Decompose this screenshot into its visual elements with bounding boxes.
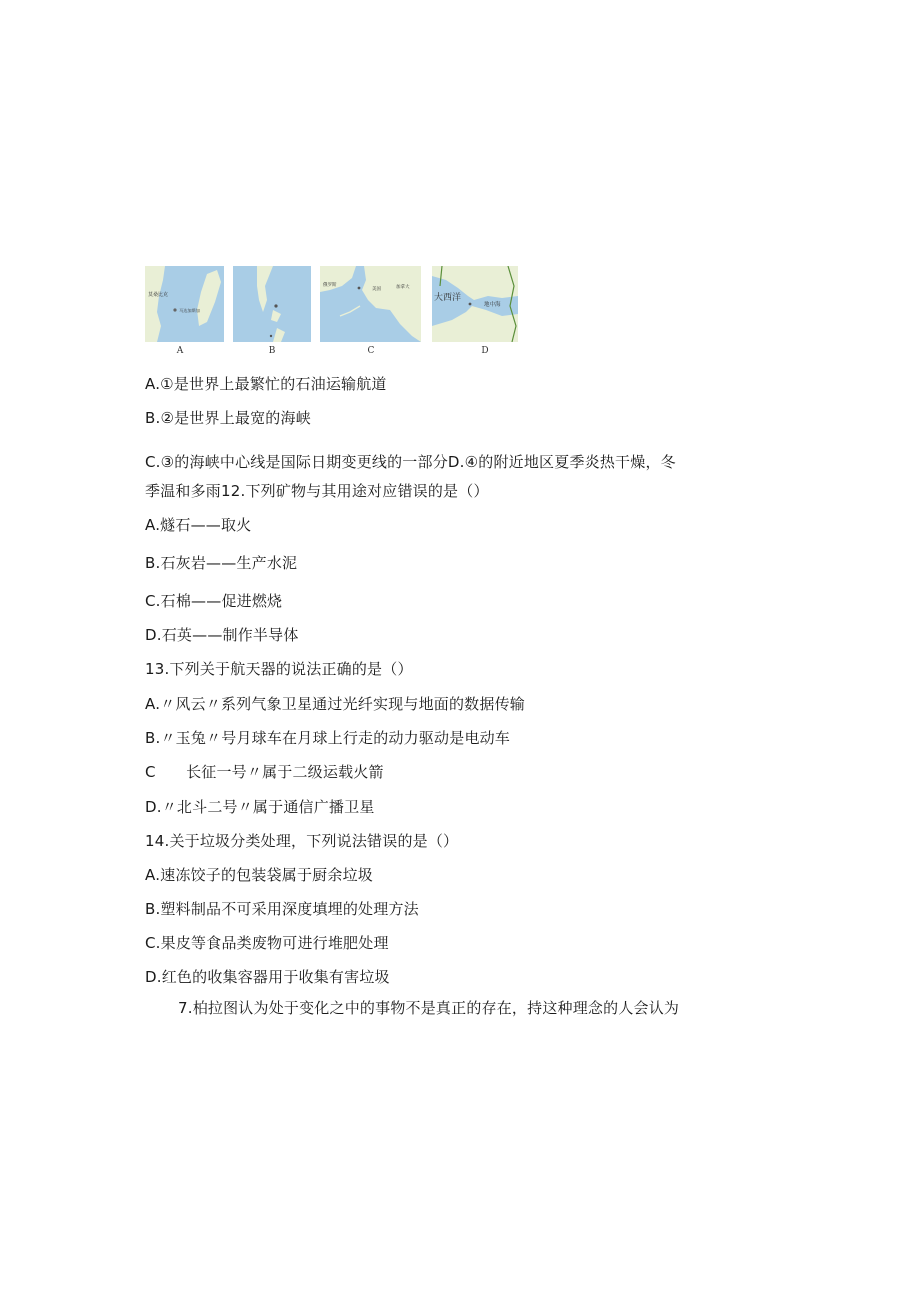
- text-line: A.①是世界上最繁忙的石油运输航道: [145, 375, 387, 393]
- map-b: [233, 266, 311, 342]
- map-b-letter: B: [268, 346, 276, 356]
- text-line: B.②是世界上最宽的海峡: [145, 409, 311, 427]
- text-line: A.速冻饺子的包装袋属于厨余垃圾: [145, 866, 373, 884]
- text-line: C 长征一号〃属于二级运载火箭: [145, 763, 384, 781]
- text-line: 13.下列关于航天器的说法正确的是（）: [145, 660, 413, 678]
- text-line: C.③的海峡中心线是国际日期变更线的一部分D.④的附近地区夏季炎热干燥，冬: [145, 453, 676, 471]
- text-line: A.燧石——取火: [145, 516, 252, 534]
- map-d: [432, 266, 518, 342]
- map-c-label-2: 美国: [372, 287, 381, 292]
- map-c: [320, 266, 421, 342]
- map-figure-row: [145, 266, 525, 361]
- text-line: A.〃风云〃系列气象卫星通过光纤实现与地面的数据传输: [145, 695, 525, 713]
- map-d-label-1: 大西洋: [434, 293, 462, 303]
- text-line: D.红色的收集容器用于收集有害垃圾: [145, 968, 390, 986]
- map-a-label-1: 莫桑比克: [148, 292, 169, 298]
- map-d-letter: D: [481, 346, 489, 356]
- text-line: C.果皮等食品类废物可进行堆肥处理: [145, 934, 389, 952]
- text-line: D.〃北斗二号〃属于通信广播卫星: [145, 798, 375, 816]
- text-line: D.石英——制作半导体: [145, 626, 299, 644]
- text-line: 7.柏拉图认为处于变化之中的事物不是真正的存在，持这种理念的人会认为: [178, 999, 680, 1017]
- map-a: [145, 266, 224, 342]
- map-c-label-3: 加拿大: [396, 285, 410, 290]
- map-c-label-1: 俄罗斯: [323, 283, 337, 288]
- text-line: B.塑料制品不可采用深度填埋的处理方法: [145, 900, 419, 918]
- map-c-letter: C: [367, 346, 375, 356]
- text-line: B.〃玉兔〃号月球车在月球上行走的动力驱动是电动车: [145, 729, 511, 747]
- map-a-label-2: 马达加斯加: [179, 308, 200, 313]
- text-line: B.石灰岩——生产水泥: [145, 554, 298, 572]
- map-a-letter: A: [176, 346, 184, 356]
- text-line: 季温和多雨12.下列矿物与其用途对应错误的是（）: [145, 482, 489, 500]
- text-line: C.石棉——促进燃烧: [145, 592, 283, 610]
- text-line: 14.关于垃圾分类处理，下列说法错误的是（）: [145, 832, 459, 850]
- map-d-label-2: 地中海: [484, 302, 501, 308]
